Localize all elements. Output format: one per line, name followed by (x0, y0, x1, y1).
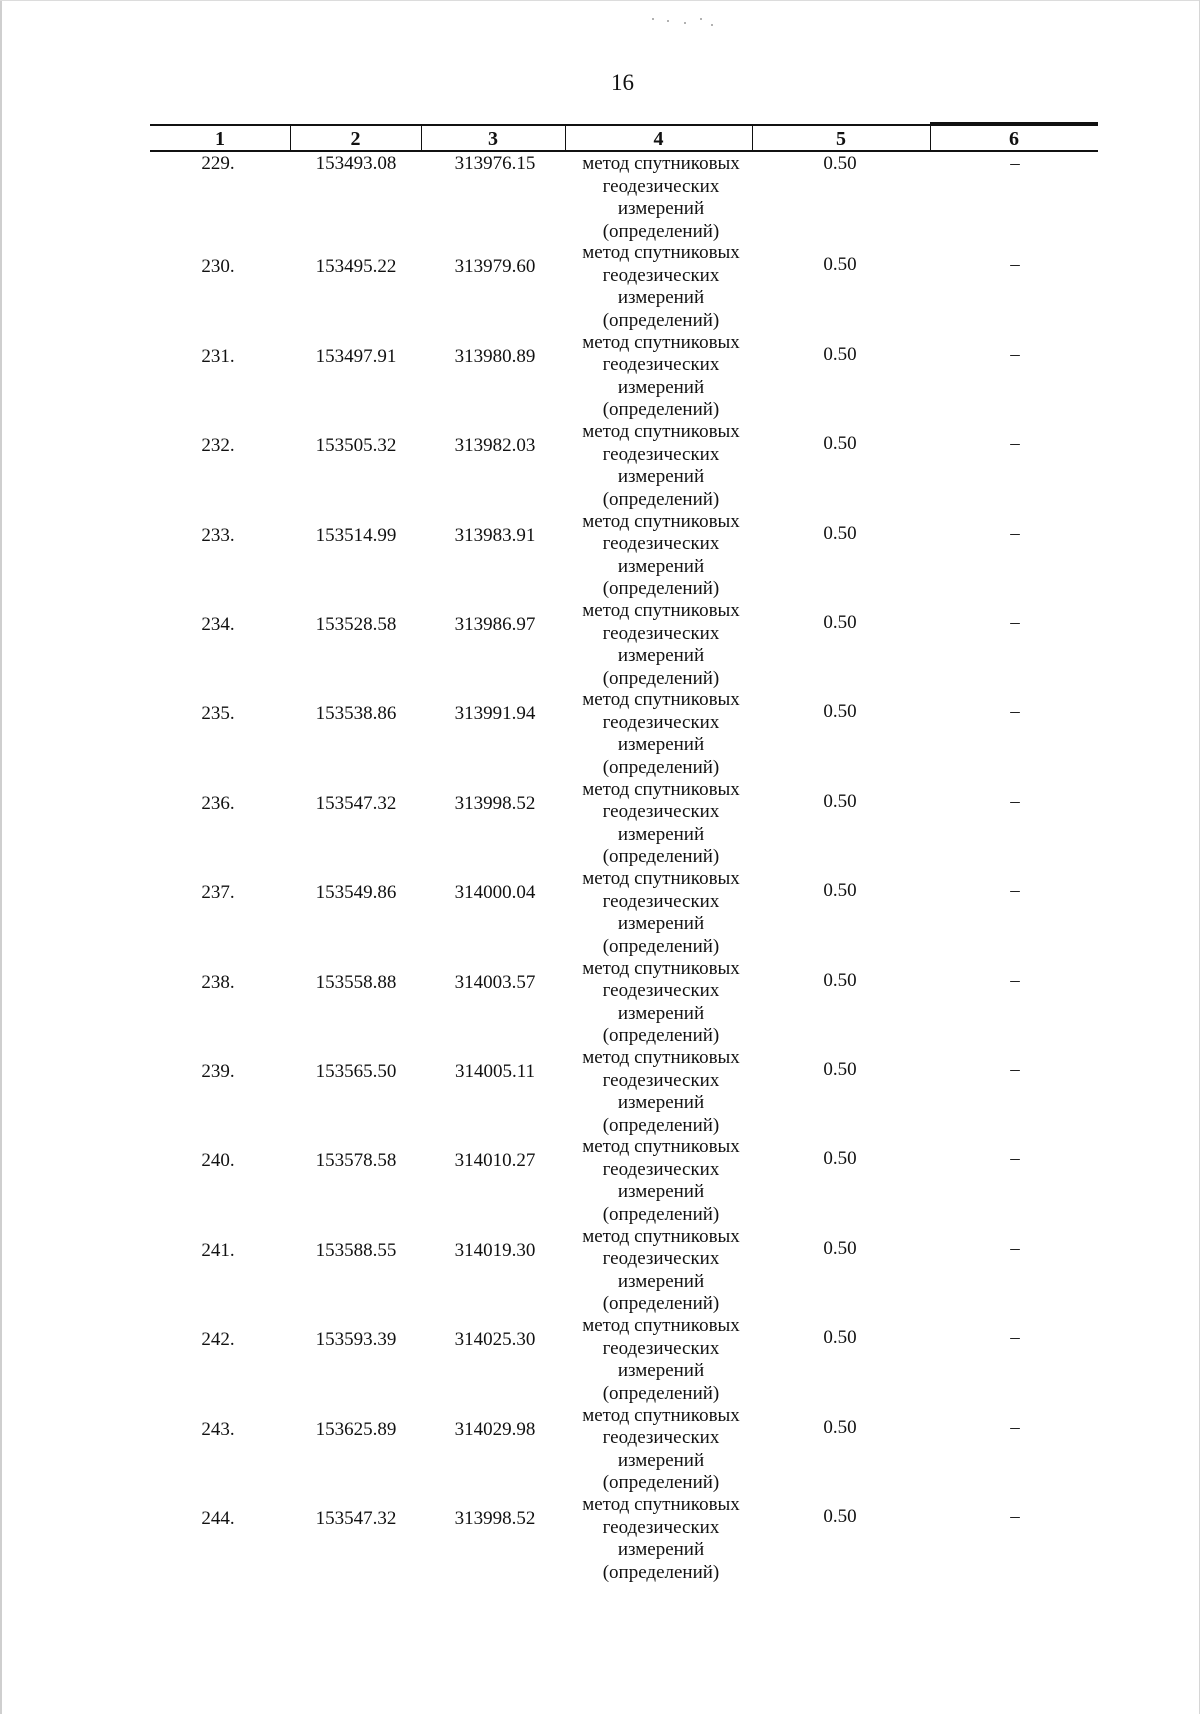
method-description (566, 153, 756, 243)
coordinate-y: 314010.27 (454, 1150, 536, 1172)
table-row (0, 511, 1200, 601)
table-header-top-rule-extension (930, 122, 1098, 124)
coordinate-y: 313998.52 (454, 1508, 536, 1529)
column-header-6: 6 (1009, 128, 1019, 150)
coordinate-x: 153547.32 (315, 792, 397, 814)
point-number: 241. (201, 1239, 235, 1261)
method-description (566, 1494, 756, 1584)
coordinate-x: 153547.32 (315, 1508, 397, 1529)
table-header-bottom-rule (150, 150, 1098, 152)
method-description (566, 1047, 756, 1137)
method-line: измерений (617, 287, 705, 309)
accuracy-value: 0.50 (823, 1237, 857, 1259)
method-line: геодезических (602, 175, 720, 197)
method-line: измерений (617, 1092, 705, 1113)
method-line: (определений) (602, 1025, 720, 1047)
point-number: 233. (201, 524, 235, 546)
point-number: 229. (201, 153, 235, 174)
method-description (566, 1405, 756, 1495)
method-line: (определений) (602, 756, 720, 778)
point-number: 239. (201, 1061, 235, 1082)
method-line: геодезических (602, 264, 720, 286)
method-line: геодезических (602, 801, 720, 823)
method-line: геодезических (602, 443, 720, 465)
point-number: 232. (201, 435, 235, 457)
method-line: (определений) (602, 935, 720, 957)
method-description (566, 242, 756, 332)
method-line: (определений) (602, 846, 720, 868)
method-line: (определений) (602, 667, 720, 689)
coordinate-x: 153625.89 (315, 1418, 397, 1440)
method-line: метод спутниковых (582, 1494, 740, 1515)
method-line: метод спутниковых (582, 1225, 740, 1247)
table-row (0, 421, 1200, 511)
coordinate-x: 153514.99 (315, 524, 397, 546)
method-line: геодезических (602, 1158, 720, 1180)
table-row (0, 958, 1200, 1048)
method-line: геодезических (602, 1427, 720, 1449)
coordinate-x: 153493.08 (315, 153, 397, 174)
method-line: измерений (617, 734, 705, 756)
method-line: измерений (617, 913, 705, 935)
accuracy-value: 0.50 (823, 343, 857, 365)
coordinate-y: 313979.60 (454, 256, 536, 278)
scan-speck (667, 20, 669, 22)
method-line: метод спутниковых (582, 778, 740, 800)
note-dash: – (1010, 433, 1020, 455)
table-row (0, 1047, 1200, 1137)
table-row (0, 600, 1200, 690)
accuracy-value: 0.50 (823, 433, 857, 455)
method-line: (определений) (602, 488, 720, 510)
coordinate-x: 153578.58 (315, 1150, 397, 1172)
accuracy-value: 0.50 (823, 1416, 857, 1438)
table-header-top-rule (150, 124, 1098, 126)
scan-edge-top (0, 0, 1200, 1)
note-dash: – (1010, 522, 1020, 544)
method-line: измерений (617, 1449, 705, 1471)
coordinate-x: 153495.22 (315, 256, 397, 278)
page-number: 16 (611, 70, 634, 95)
note-dash: – (1010, 612, 1020, 633)
note-dash: – (1010, 343, 1020, 365)
note-dash: – (1010, 1059, 1020, 1080)
coordinate-x: 153549.86 (315, 882, 397, 904)
method-line: метод спутниковых (582, 421, 740, 443)
note-dash: – (1010, 1506, 1020, 1527)
method-line: (определений) (602, 1561, 720, 1583)
method-line: метод спутниковых (582, 957, 740, 979)
note-dash: – (1010, 1237, 1020, 1259)
coordinate-x: 153565.50 (315, 1061, 397, 1082)
method-description (566, 1136, 756, 1226)
method-description (566, 421, 756, 511)
method-line: измерений (617, 198, 705, 219)
coordinate-y: 313976.15 (454, 153, 536, 174)
method-line: измерений (617, 555, 705, 577)
coordinate-y: 314000.04 (454, 882, 536, 904)
method-line: (определений) (602, 309, 720, 331)
table-row (0, 868, 1200, 958)
method-line: (определений) (602, 220, 720, 242)
method-line: (определений) (602, 1114, 720, 1136)
point-number: 240. (201, 1150, 235, 1172)
method-line: метод спутниковых (582, 242, 740, 264)
method-line: (определений) (602, 578, 720, 600)
note-dash: – (1010, 1416, 1020, 1438)
point-number: 244. (201, 1508, 235, 1529)
table-row (0, 332, 1200, 422)
note-dash: – (1010, 254, 1020, 276)
accuracy-value: 0.50 (823, 969, 857, 991)
method-line: метод спутниковых (582, 689, 740, 711)
method-line: метод спутниковых (582, 1404, 740, 1426)
method-line: метод спутниковых (582, 868, 740, 890)
method-line: геодезических (602, 1516, 720, 1538)
coordinate-x: 153588.55 (315, 1239, 397, 1261)
column-header-2: 2 (350, 128, 361, 150)
note-dash: – (1010, 701, 1020, 723)
note-dash: – (1010, 790, 1020, 812)
accuracy-value: 0.50 (823, 1059, 857, 1080)
method-line: (определений) (602, 399, 720, 421)
method-line: измерений (617, 645, 705, 666)
coordinate-y: 313991.94 (454, 703, 536, 725)
accuracy-value: 0.50 (823, 1506, 857, 1527)
accuracy-value: 0.50 (823, 612, 857, 633)
method-line: измерений (617, 1181, 705, 1203)
note-dash: – (1010, 1327, 1020, 1349)
scan-speck (652, 18, 654, 20)
coordinate-x: 153558.88 (315, 971, 397, 993)
accuracy-value: 0.50 (823, 254, 857, 276)
note-dash: – (1010, 880, 1020, 902)
method-line: геодезических (602, 1248, 720, 1270)
accuracy-value: 0.50 (823, 790, 857, 812)
coordinate-y: 313986.97 (454, 614, 536, 635)
point-number: 231. (201, 345, 235, 367)
point-number: 243. (201, 1418, 235, 1440)
coordinate-y: 314029.98 (454, 1418, 536, 1440)
coordinate-y: 313980.89 (454, 345, 536, 367)
scan-speck (700, 18, 702, 20)
method-line: геодезических (602, 890, 720, 912)
method-line: метод спутниковых (582, 510, 740, 532)
point-number: 236. (201, 792, 235, 814)
method-line: измерений (617, 376, 705, 398)
method-line: (определений) (602, 1293, 720, 1315)
point-number: 237. (201, 882, 235, 904)
table-row (0, 1494, 1200, 1584)
method-description (566, 1315, 756, 1405)
method-line: геодезических (602, 354, 720, 376)
method-line: метод спутниковых (582, 1136, 740, 1158)
method-line: метод спутниковых (582, 331, 740, 353)
method-line: геодезических (602, 1337, 720, 1359)
method-line: геодезических (602, 533, 720, 555)
method-line: измерений (617, 823, 705, 845)
method-description (566, 868, 756, 958)
coordinate-y: 314025.30 (454, 1329, 536, 1351)
method-description (566, 511, 756, 601)
method-description (566, 958, 756, 1048)
method-line: метод спутниковых (582, 153, 740, 174)
table-row (0, 1315, 1200, 1405)
note-dash: – (1010, 969, 1020, 991)
method-line: геодезических (602, 1069, 720, 1091)
table-row (0, 1136, 1200, 1226)
method-line: измерений (617, 1002, 705, 1024)
point-number: 230. (201, 256, 235, 278)
method-line: (определений) (602, 1203, 720, 1225)
accuracy-value: 0.50 (823, 1148, 857, 1170)
coordinate-x: 153593.39 (315, 1329, 397, 1351)
method-line: измерений (617, 466, 705, 488)
coordinate-y: 313982.03 (454, 435, 536, 457)
method-line: измерений (617, 1539, 705, 1560)
note-dash: – (1010, 1148, 1020, 1170)
accuracy-value: 0.50 (823, 701, 857, 723)
method-line: геодезических (602, 622, 720, 644)
column-header-4: 4 (653, 128, 664, 150)
scan-speck (711, 24, 713, 26)
scan-speck (684, 22, 686, 24)
method-description (566, 779, 756, 869)
method-description (566, 332, 756, 422)
method-description (566, 600, 756, 690)
coordinate-x: 153528.58 (315, 614, 397, 635)
accuracy-value: 0.50 (823, 1327, 857, 1349)
method-line: геодезических (602, 980, 720, 1002)
method-line: метод спутниковых (582, 1047, 740, 1068)
coordinate-y: 313983.91 (454, 524, 536, 546)
method-description (566, 689, 756, 779)
method-description (566, 1226, 756, 1316)
table-row (0, 1226, 1200, 1316)
coordinate-y: 314003.57 (454, 971, 536, 993)
point-number: 238. (201, 971, 235, 993)
table-row (0, 779, 1200, 869)
point-number: 234. (201, 614, 235, 635)
accuracy-value: 0.50 (823, 522, 857, 544)
table-row (0, 1405, 1200, 1495)
point-number: 235. (201, 703, 235, 725)
coordinate-y: 313998.52 (454, 792, 536, 814)
note-dash: – (1010, 153, 1020, 174)
method-line: (определений) (602, 1472, 720, 1494)
method-line: измерений (617, 1270, 705, 1292)
column-header-1: 1 (215, 128, 225, 150)
method-line: измерений (617, 1360, 705, 1382)
table-row (0, 689, 1200, 779)
method-line: геодезических (602, 711, 720, 733)
table-row (0, 242, 1200, 332)
coordinate-x: 153505.32 (315, 435, 397, 457)
method-line: (определений) (602, 1382, 720, 1404)
column-header-5: 5 (836, 128, 846, 150)
accuracy-value: 0.50 (823, 153, 857, 174)
coordinate-x: 153497.91 (315, 345, 397, 367)
column-header-3: 3 (488, 128, 498, 150)
accuracy-value: 0.50 (823, 880, 857, 902)
coordinate-x: 153538.86 (315, 703, 397, 725)
table-row (0, 153, 1200, 243)
coordinate-y: 314005.11 (454, 1061, 536, 1082)
method-line: метод спутниковых (582, 600, 740, 621)
method-line: метод спутниковых (582, 1315, 740, 1337)
point-number: 242. (201, 1329, 235, 1351)
coordinate-y: 314019.30 (454, 1239, 536, 1261)
